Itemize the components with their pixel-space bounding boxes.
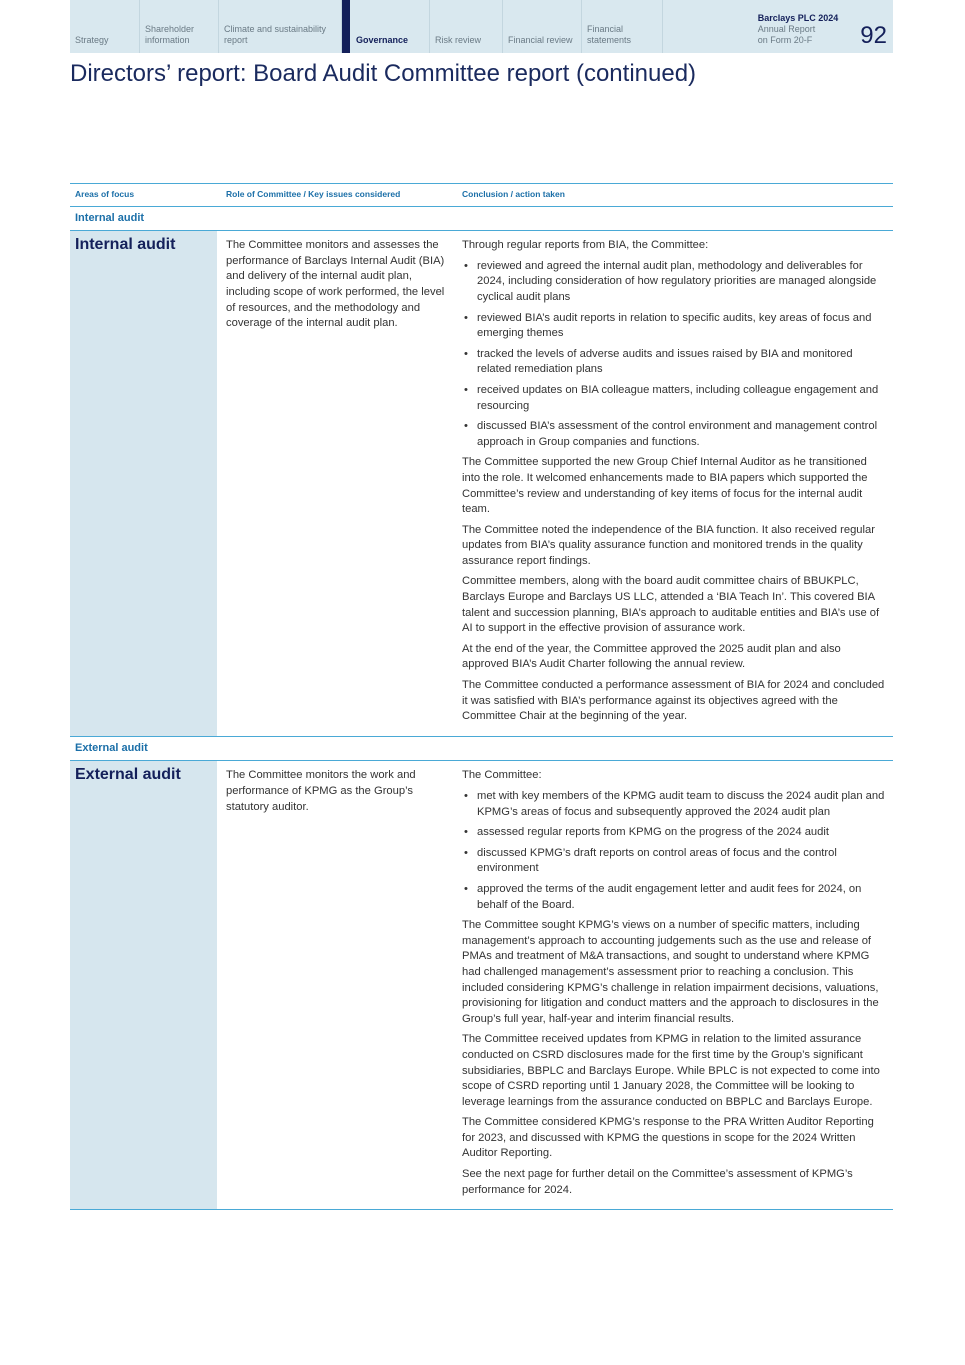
paragraph: The Committee considered KPMG’s response to the PRA Written Auditor Reporting for 2023, and discussed with KPMG the questions in scope for the 2024 Written Auditor Reporting. — [462, 1116, 874, 1160]
section-nav — [70, 0, 893, 53]
paragraph: The Committee received updates from KPMG in relation to the limited assurance conducted on CSRD disclosures made for the first time by the Group’s significant subsidiaries, BBPLC and Barclays Europe. While BPLC is not expected to come into scope of CSRD reporting until 1 January 2028, the Committee will be looking to leverage learnings from the assurance conducted on BBPLC and Barclays Europe. — [462, 1033, 880, 1108]
tab-risk-review[interactable]: Risk review — [430, 0, 503, 53]
tab-governance[interactable]: Governance — [342, 0, 430, 53]
tab-financial-review[interactable]: Financial review — [503, 0, 582, 53]
tab-shareholder-information[interactable]: Shareholder information — [140, 0, 219, 53]
list-item: • discussed BIA’s assessment of the control environment and management control approach in Group companies and functions. — [462, 419, 887, 450]
intro: The Committee: — [462, 769, 542, 782]
paragraph: The Committee sought KPMG’s views on a number of specific matters, including management’s approach to accounting judgements such as the use and release of PMAs and treatment of M&A transactions, and sought to understand where KPMG had challenged management’s assessment prior to reaching a conclusion. This included considering KPMG’s challenge in relation impairment decisions, valuations, provisioning for litigation and conduct matters and the approach to disclosures in the Group’s full year, half-year and interim financial results. — [462, 919, 879, 1025]
paragraph: The Committee noted the independence of the BIA function. It also received regular updates from BIA’s quality assurance function and monitored trends in the quality assurance report findings. — [462, 523, 875, 567]
page-title: Directors’ report: Board Audit Committee report (continued) — [70, 60, 697, 87]
tab-financial-statements[interactable]: Financial statements — [582, 0, 663, 53]
list-item: • reviewed and agreed the internal audit plan, methodology and deliverables for 2024, including consideration of how regulatory priorities are managed alongside cyclical audit plans — [462, 259, 887, 306]
list-item: • assessed regular reports from KPMG on the progress of the 2024 audit — [462, 825, 887, 841]
col-header: Role of Committee / Key issues considered — [217, 184, 462, 207]
section-label: Internal audit — [70, 206, 893, 231]
list-item: • met with key members of the KPMG audit team to discuss the 2024 audit plan and KPMG’s areas of focus and subsequently approved the 2024 audit plan — [462, 789, 887, 820]
list-item: • tracked the levels of adverse audits and issues raised by BIA and monitored related remediation plans — [462, 347, 887, 378]
area-of-focus: External audit — [70, 761, 217, 1210]
paragraph: At the end of the year, the Committee approved the 2025 audit plan and also approved BIA’s Audit Charter following the annual review. — [462, 642, 841, 671]
tab-strategy[interactable]: Strategy — [70, 0, 140, 53]
paragraph: The Committee supported the new Group Chief Internal Auditor as he transitioned into the role. It welcomed enhancements made to BIA papers which supported the Committee’s review and understanding of key items of focus for the internal audit team. — [462, 456, 868, 516]
report-brand — [758, 0, 893, 53]
paragraph: Committee members, along with the board audit committee chairs of BBUKPLC, Barclays Europe and Barclays US LLC, attended a ‘BIA Teach In’. This covered BIA talent and succession planning, BIA’s approach to auditable entities and BIA’s use of AI to support in the effective provision of assurance work. — [462, 575, 880, 635]
list-item: • reviewed BIA’s audit reports in relation to specific audits, key areas of focus and emerging themes — [462, 311, 887, 342]
tab-climate[interactable]: Climate and sustainability report — [219, 0, 342, 53]
area-of-focus: Internal audit — [70, 231, 217, 737]
brand-sub2: on Form 20-F — [757, 35, 813, 45]
list-item: • received updates on BIA colleague matters, including colleague engagement and resourcing — [462, 383, 887, 414]
role-text: The Committee monitors the work and performance of KPMG as the Group’s statutory auditor. — [217, 761, 462, 1210]
audit-committee-table — [70, 183, 893, 1210]
col-header: Conclusion / action taken — [462, 184, 893, 207]
table-row — [70, 761, 893, 1210]
conclusion — [462, 231, 893, 737]
list-item: • discussed KPMG’s draft reports on control areas of focus and the control environment — [462, 846, 887, 877]
brand-title: Barclays PLC 2024 — [757, 13, 839, 23]
brand-sub: Annual Report — [757, 24, 816, 34]
paragraph: See the next page for further detail on the Committee’s assessment of KPMG’s performance for 2024. — [462, 1168, 853, 1196]
intro: Through regular reports from BIA, the Committee: — [462, 239, 709, 252]
page-number: 92 — [860, 22, 887, 49]
table-row — [70, 231, 893, 737]
section-label: External audit — [70, 736, 893, 761]
paragraph: The Committee conducted a performance assessment of BIA for 2024 and concluded it was satisfied with BIA’s performance against its objectives agreed with the Committee Chair at the beginning of the year. — [462, 679, 885, 723]
role-text: The Committee monitors and assesses the performance of Barclays Internal Audit (BIA) and delivery of the internal audit plan, including scope of work performed, the level of resources, and the methodology and coverage of the internal audit plan. — [217, 231, 462, 737]
col-header: Areas of focus — [70, 184, 217, 207]
conclusion — [462, 761, 893, 1210]
list-item: • approved the terms of the audit engagement letter and audit fees for 2024, on behalf of the Board. — [462, 882, 887, 913]
